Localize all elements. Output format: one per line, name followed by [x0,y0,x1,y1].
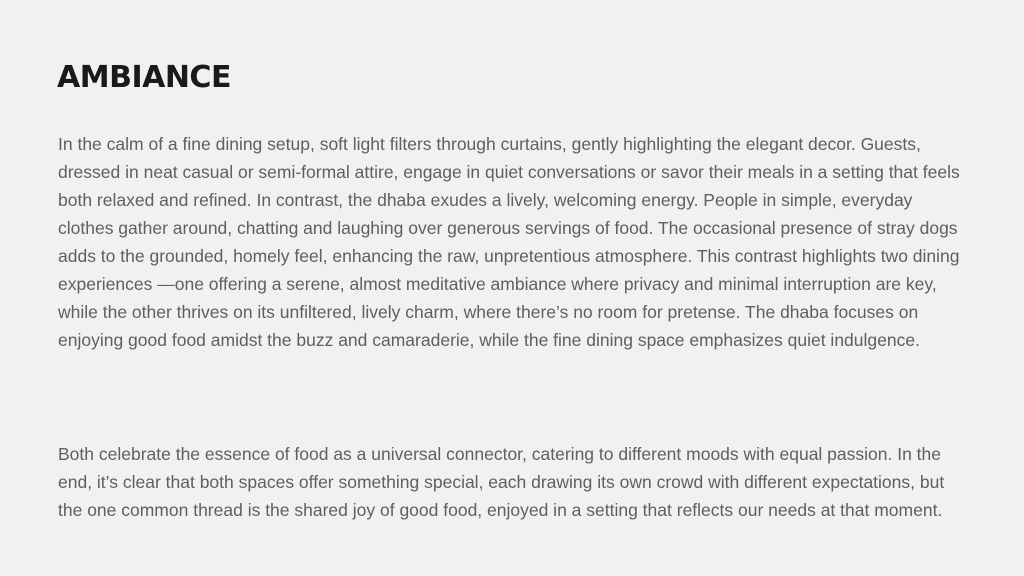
slide-heading: AMBIANCE [57,60,231,95]
body-paragraph-1: In the calm of a fine dining setup, soft light filters through curtains, gently highlighting the elegant decor. Guests, dressed in neat casual or semi-formal attire, engage in quiet conversations or savor their meals in a setting that feels both relaxed and refined. In contrast, the dhaba exudes a lively, welcoming energy. People in simple, everyday clothes gather around, chatting and laughing over generous servings of food. The occasional presence of stray dogs adds to the grounded, homely feel, enhancing the raw, unpretentious atmosphere. This contrast highlights two dining experiences —one offering a serene, almost meditative ambiance where privacy and minimal interruption are key, while the other thrives on its unfiltered, lively charm, where there’s no room for pretense. The dhaba focuses on enjoying good food amidst the buzz and camaraderie, while the fine dining space emphasizes quiet indulgence. [58,134,960,350]
body-paragraph-2: Both celebrate the essence of food as a universal connector, catering to different moods with equal passion. In the end, it’s clear that both spaces offer something special, each drawing its own crowd with different expectations, but the one common thread is the shared joy of good food, enjoyed in a setting that reflects our needs at that moment. [58,444,945,520]
